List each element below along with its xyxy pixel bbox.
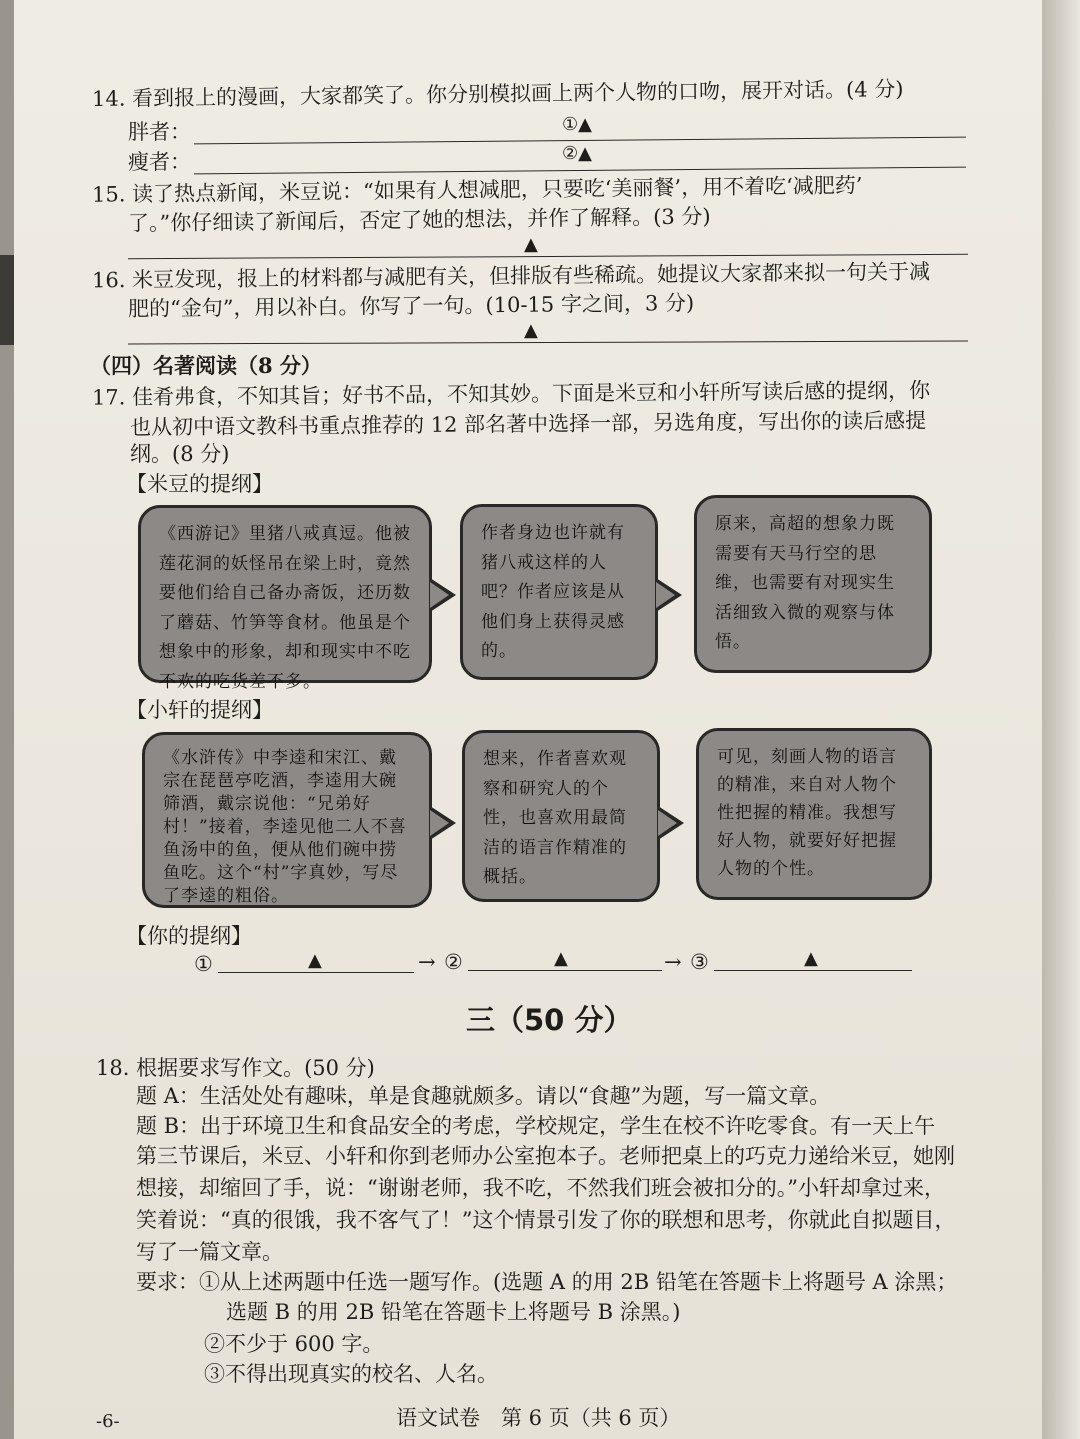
your-outline-num-1: ① bbox=[194, 952, 213, 976]
exam-page bbox=[14, 0, 1042, 1439]
your-outline-arrow-2: → bbox=[664, 950, 682, 974]
arrow-icon-fill bbox=[658, 810, 677, 836]
q14-thin-label: 瘦者： bbox=[128, 150, 191, 174]
your-outline-arrow-1: → bbox=[418, 950, 436, 974]
xiaoxuan-box-3: 可见，刻画人物的语言的精准，来自对人物个性把握的精准。我想写好人物，就要好好把握人物的个性。 bbox=[696, 728, 932, 900]
arrow-icon-fill bbox=[430, 810, 449, 836]
q18-topic-b-line5: 写了一篇文章。 bbox=[136, 1240, 283, 1264]
q16-answer-line bbox=[128, 341, 968, 345]
q14-text: 14. 看到报上的漫画，大家都笑了。你分别模拟画上两个人物的口吻，展开对话。(4 分) bbox=[91, 77, 904, 111]
q18-requirement-1: 要求：①从上述两题中任选一题写作。(选题 A 的用 2B 铅笔在答题卡上将题号 A 涂黑； bbox=[136, 1270, 958, 1294]
q16-line2: 肥的“金句”，用以补白。你写了一句。(10-15 字之间，3 分) bbox=[127, 291, 695, 321]
q14-fat-label: 胖者： bbox=[128, 120, 191, 144]
q15-line2: 了。”你仔细读了新闻后，否定了她的想法，并作了解释。(3 分) bbox=[127, 204, 711, 236]
arrow-icon-fill bbox=[656, 582, 675, 608]
q18-topic-b-line4: 笑着说：“真的很饿，我不客气了！”这个情景引发了你的联想和思考，你就此自拟题目， bbox=[136, 1208, 956, 1232]
binder-tab bbox=[0, 255, 14, 345]
q18-topic-b-line1: 题 B：出于环境卫生和食品安全的考虑，学校规定，学生在校不许吃零食。有一天上午 bbox=[136, 1114, 936, 1138]
q18-topic-b-line3: 想接，却缩回了手，说：“谢谢老师，我不吃，不然我们班会被扣分的。”小轩却拿过来， bbox=[136, 1176, 945, 1200]
section4-title: （四）名著阅读（8 分） bbox=[90, 353, 322, 378]
footer-title: 语文试卷 第 6 页（共 6 页） bbox=[396, 1406, 681, 1430]
xiaoxuan-outline-label: 【小轩的提纲】 bbox=[126, 698, 273, 722]
xiaoxuan-box-2: 想来，作者喜欢观察和研究人的个性，也喜欢用最简洁的语言作精准的概括。 bbox=[462, 730, 660, 902]
q17-line3: 纲。(8 分) bbox=[130, 442, 230, 466]
xiaoxuan-box-1: 《水浒传》中李逵和宋江、戴宗在琵琶亭吃酒，李逵用大碗筛酒，戴宗说他：“兄弟好村！”接着，李逵见他二人不喜鱼汤中的鱼，便从他们碗中捞鱼吃。这个“村”字真妙，写尽了李逵的粗俗。 bbox=[142, 732, 432, 908]
your-outline-mark-1: ▲ bbox=[308, 950, 322, 971]
q14-fat-mark: ①▲ bbox=[562, 114, 592, 135]
q18-head: 18. 根据要求写作文。(50 分) bbox=[96, 1056, 375, 1080]
q14-thin-mark: ②▲ bbox=[562, 143, 592, 164]
q18-requirement-3: ③不得出现真实的校名、人名。 bbox=[204, 1362, 498, 1386]
page-edge-left bbox=[0, 0, 14, 1439]
your-outline-label: 【你的提纲】 bbox=[126, 924, 252, 948]
page-edge-right bbox=[1042, 0, 1080, 1439]
midou-box-3: 原来，高超的想象力既需要有天马行空的思维，也需要有对现实生活细致入微的观察与体悟。 bbox=[694, 495, 932, 673]
midou-box-1: 《西游记》里猪八戒真逗。他被莲花洞的妖怪吊在梁上时，竟然要他们给自己备办斋饭，还历数了蘑菇、竹笋等食材。他虽是个想象中的形象，却和现实中不吃不欢的吃货差不多。 bbox=[138, 505, 432, 683]
q18-requirement-2: ②不少于 600 字。 bbox=[204, 1332, 384, 1356]
q16-mark: ▲ bbox=[524, 320, 538, 341]
q18-requirement-1b: 选题 B 的用 2B 铅笔在答题卡上将题号 B 涂黑。) bbox=[226, 1300, 681, 1324]
q18-topic-a: 题 A：生活处处有趣味，单是食趣就颇多。请以“食趣”为题，写一篇文章。 bbox=[136, 1084, 831, 1108]
your-outline-mark-3: ▲ bbox=[804, 948, 818, 969]
section3-title: 三（50 分） bbox=[466, 1003, 633, 1037]
arrow-icon-fill bbox=[430, 582, 449, 608]
q16-line1: 16. 米豆发现，报上的材料都与减肥有关，但排版有些稀疏。她提议大家都来拟一句关于减 bbox=[91, 259, 931, 293]
q18-topic-b-line2: 第三节课后，米豆、小轩和你到老师办公室抱本子。老师把桌上的巧克力递给米豆，她刚 bbox=[136, 1144, 955, 1168]
your-outline-blank-1[interactable] bbox=[218, 972, 414, 973]
q17-line1: 17. 佳肴弗食，不知其旨；好书不品，不知其妙。下面是米豆和小轩所写读后感的提纲，你 bbox=[91, 378, 931, 410]
q17-line2: 也从初中语文教科书重点推荐的 12 部名著中选择一部，另选角度，写出你的读后感提 bbox=[129, 408, 927, 440]
q15-mark: ▲ bbox=[524, 234, 538, 255]
your-outline-num-2: ② bbox=[444, 950, 463, 974]
midou-outline-label: 【米豆的提纲】 bbox=[126, 472, 273, 496]
your-outline-mark-2: ▲ bbox=[554, 948, 568, 969]
your-outline-blank-2[interactable] bbox=[468, 970, 662, 971]
your-outline-blank-3[interactable] bbox=[714, 970, 912, 971]
midou-box-2: 作者身边也许就有猪八戒这样的人吧？作者应该是从他们身上获得灵感的。 bbox=[460, 504, 658, 680]
q15-line1: 15. 读了热点新闻，米豆说：“如果有人想减肥，只要吃‘美丽餐’，用不着吃‘减肥药’ bbox=[91, 173, 863, 207]
your-outline-num-3: ③ bbox=[690, 950, 709, 974]
footer-page-number: -6- bbox=[96, 1411, 120, 1432]
